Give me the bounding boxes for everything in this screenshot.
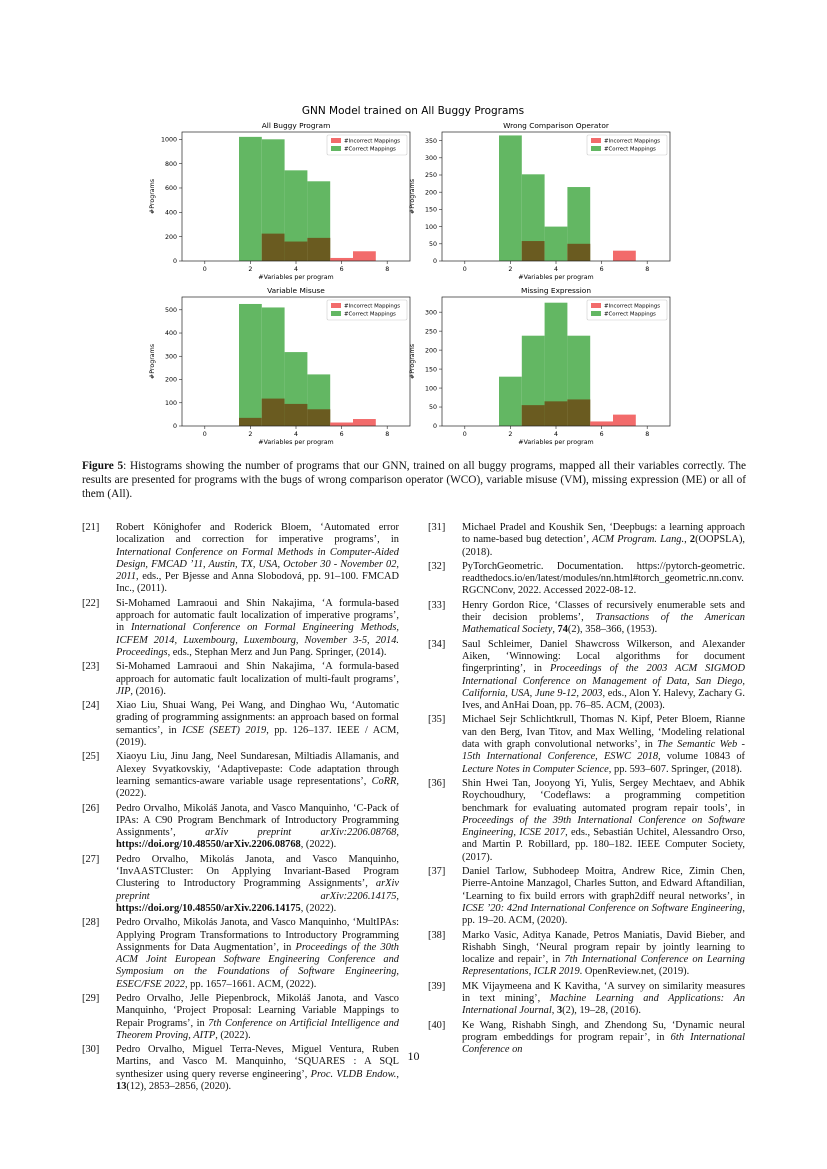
legend-label: #Correct Mappings xyxy=(344,146,396,153)
reference-text: . OpenReview.net, (2019). xyxy=(579,966,690,978)
x-tick-label: 8 xyxy=(645,431,650,438)
y-tick-label: 1000 xyxy=(160,136,177,144)
legend-swatch xyxy=(331,146,341,151)
legend-label: #Correct Mappings xyxy=(604,311,656,318)
reference-text: , eds., Alon Y. Halevy, Zachary G. Ives, and AnHai Doan, pp. 76–85. ACM, (2003). xyxy=(462,687,745,712)
correct-bar xyxy=(239,304,262,426)
reference-entry xyxy=(428,930,745,979)
reference-text: arXiv preprint arXiv:2206.14175 xyxy=(116,878,399,902)
y-tick-label: 300 xyxy=(164,353,177,361)
reference-text: 6th International Conference on xyxy=(462,1031,745,1056)
reference-number: [36] xyxy=(428,777,446,789)
overlap-bar xyxy=(522,405,545,426)
y-axis-label: #Programs xyxy=(409,343,416,380)
y-tick-label: 200 xyxy=(424,189,437,197)
x-tick-label: 8 xyxy=(385,266,390,273)
reference-text: , eds., Sebastián Uchitel, Alessandro Orso, and Martin P. Robillard, pp. 180–182. IEEE Computer Society, (2017). xyxy=(462,827,745,863)
x-tick-label: 4 xyxy=(553,266,559,273)
legend-swatch xyxy=(591,138,601,143)
y-tick-label: 400 xyxy=(164,209,177,217)
x-tick-label: 4 xyxy=(293,266,299,273)
y-tick-label: 200 xyxy=(424,347,437,355)
incorrect-bar xyxy=(613,251,636,261)
y-axis-label: #Programs xyxy=(149,178,156,215)
reference-number: [25] xyxy=(82,751,100,763)
reference-text: https://doi.org/10.48550/arXiv.2206.14175 xyxy=(116,902,301,914)
reference-number: [29] xyxy=(82,992,100,1004)
reference-text: ICSE ’20: 42nd International Conference on Software Engineering xyxy=(462,902,743,914)
incorrect-bar xyxy=(590,421,613,426)
reference-text: 7th Conference on Artificial Intelligence and Theorem Proving, AITP xyxy=(116,1017,399,1041)
overlap-bar xyxy=(567,244,590,261)
legend-swatch xyxy=(331,138,341,143)
reference-text: 74 xyxy=(557,624,568,636)
incorrect-bar xyxy=(353,419,376,426)
reference-entry xyxy=(82,522,399,596)
x-tick-label: 2 xyxy=(508,431,513,438)
reference-number: [26] xyxy=(82,802,100,814)
reference-text: ACM Program. Lang. xyxy=(592,534,685,546)
y-tick-label: 100 xyxy=(424,223,437,231)
reference-entry xyxy=(428,522,745,559)
reference-text: , xyxy=(396,890,399,902)
panel-title: Variable Misuse xyxy=(267,286,325,295)
legend-swatch xyxy=(331,311,341,316)
reference-text: , pp. 19–20. ACM, (2020). xyxy=(462,902,745,927)
reference-text: , pp. 126–137. IEEE / ACM, (2019). xyxy=(116,724,400,749)
reference-entry xyxy=(428,778,745,864)
reference-text: MK Vijaymeena and K Kavitha, ‘A survey on similarity measures in text mining’, xyxy=(462,980,745,1004)
reference-text: 3 xyxy=(556,1005,563,1017)
x-tick-label: 0 xyxy=(202,431,207,438)
x-tick-label: 6 xyxy=(339,266,344,273)
reference-number: [21] xyxy=(82,522,100,533)
legend-swatch xyxy=(591,146,601,151)
histogram-figure xyxy=(0,0,827,450)
reference-text: , volume 10843 of xyxy=(658,751,745,763)
reference-text: JIP xyxy=(116,685,131,697)
reference-text: Pedro Orvalho, Mikoláš Janota, and Vasco Manquinho, ‘C-Pack of IPAs: A C90 Program Benchmark of Introductory Programming Assignments’, xyxy=(116,802,399,839)
reference-text: Proceedings of the 2003 ACM SIGMOD International Conference on Management of Data, San Diego, California, USA, June 9-12, 2003 xyxy=(462,663,745,699)
reference-text: , (2022). xyxy=(300,902,337,914)
legend-label: #Incorrect Mappings xyxy=(604,303,661,310)
legend-swatch xyxy=(591,311,601,316)
x-tick-label: 0 xyxy=(462,431,467,438)
figure-caption-label: Figure 5 xyxy=(82,460,124,472)
reference-text: , xyxy=(396,827,399,839)
y-tick-label: 0 xyxy=(432,258,437,266)
reference-number: [27] xyxy=(82,853,100,865)
reference-text: Lecture Notes in Computer Science xyxy=(462,763,609,775)
reference-number: [30] xyxy=(82,1044,100,1056)
y-tick-label: 150 xyxy=(424,366,437,374)
chart-panel-4 xyxy=(409,286,670,446)
reference-entry xyxy=(82,993,399,1042)
reference-entry xyxy=(82,803,399,852)
correct-bar xyxy=(499,377,522,426)
legend-label: #Correct Mappings xyxy=(604,146,656,153)
x-tick-label: 2 xyxy=(248,431,253,438)
reference-text: Proceedings of the 30th ACM Joint European Software Engineering Conference and Symposium on the Foundations of Software Engineering, ESEC/FSE 2022 xyxy=(116,941,399,990)
reference-text: Pedro Orvalho, Jelle Piepenbrock, Mikoláš Janota, and Vasco Manquinho, ‘Project Proposal: Learning Variable Mappings to Repair Programs’, in xyxy=(116,992,399,1029)
overlap-bar xyxy=(262,234,285,261)
reference-entry xyxy=(82,854,399,915)
reference-text: Michael Pradel and Koushik Sen, ‘Deepbugs: a learning approach to name-based bug detection’, xyxy=(462,522,745,546)
y-tick-label: 0 xyxy=(172,423,177,431)
reference-text: Si-Mohamed Lamraoui and Shin Nakajima, ‘A formula-based approach for automatic fault localization of multi-fault programs’, xyxy=(116,661,399,685)
reference-text: (2), 19–28, (2016). xyxy=(562,1005,641,1017)
incorrect-bar xyxy=(330,258,353,261)
incorrect-bar xyxy=(330,423,353,426)
reference-number: [32] xyxy=(428,560,446,572)
overlap-bar xyxy=(285,404,308,426)
reference-text: PyTorchGeometric. Documentation. https://pytorch-geometric. readthedocs.io/en/latest/modules/nn.html#torch_geometric.nn.conv. RGCNConv, 2022. Accessed 2022-08-12. xyxy=(462,560,745,597)
reference-text: Proc. VLDB Endow. xyxy=(310,1068,397,1080)
reference-text: International Conference on Formal Engineering Methods, ICFEM 2014, Luxembourg, Luxembourg, November 3-5, 2014. Proceedings xyxy=(116,622,400,658)
x-tick-label: 6 xyxy=(599,431,604,438)
y-tick-label: 100 xyxy=(424,385,437,393)
reference-entry xyxy=(82,917,399,991)
legend-label: #Incorrect Mappings xyxy=(604,138,661,145)
chart-panel-3 xyxy=(149,286,410,446)
reference-text: Michael Sejr Schlichtkrull, Thomas N. Kipf, Peter Bloem, Rianne van den Berg, Ivan Titov, and Max Welling, ‘Modeling relational data with graph convolutional networks’, in xyxy=(462,714,745,751)
reference-entry xyxy=(428,600,745,637)
correct-bar xyxy=(499,135,522,261)
reference-entry xyxy=(82,700,399,749)
y-axis-label: #Programs xyxy=(409,178,416,215)
overlap-bar xyxy=(239,418,262,426)
reference-number: [31] xyxy=(428,522,446,533)
legend-label: #Correct Mappings xyxy=(344,311,396,318)
reference-text: , (2022). xyxy=(300,839,337,851)
reference-text: , pp. 593–607. Springer, (2018). xyxy=(608,763,743,775)
reference-number: [38] xyxy=(428,929,446,941)
reference-text: Proceedings of the 39th International Conference on Software Engineering, ICSE 2017 xyxy=(462,814,745,839)
reference-text: The Semantic Web - 15th International Conference, ESWC 2018 xyxy=(462,739,745,763)
reference-text: ICSE (SEET) 2019 xyxy=(182,724,267,736)
x-tick-label: 4 xyxy=(293,431,299,438)
figure-caption-text: : Histograms showing the number of programs that our GNN, trained on all buggy programs, mapped all their variables correctly. The results are presented for programs with the bugs of wrong comparison operator (WCO), variable misuse (VM), missing expression (ME) or all of them (All). xyxy=(82,460,746,500)
x-tick-label: 2 xyxy=(508,266,513,273)
y-tick-label: 50 xyxy=(428,404,437,412)
y-tick-label: 600 xyxy=(164,185,177,193)
x-axis-label: #Variables per program xyxy=(258,274,334,281)
reference-text: https://doi.org/10.48550/arXiv.2206.08768 xyxy=(116,839,301,851)
legend-label: #Incorrect Mappings xyxy=(344,138,401,145)
reference-text: , eds., Per Bjesse and Anna Slobodová, pp. 91–100. FMCAD Inc., (2011). xyxy=(116,571,399,595)
reference-number: [37] xyxy=(428,866,446,878)
y-tick-label: 150 xyxy=(424,206,437,214)
x-tick-label: 8 xyxy=(645,266,650,273)
reference-text: Pedro Orvalho, Miguel Terra-Neves, Miguel Ventura, Ruben Martins, and Vasco M. Manquinho, ‘SQUARES : A SQL synthesizer using query reverse engineering’, xyxy=(116,1044,399,1080)
x-tick-label: 6 xyxy=(599,266,604,273)
x-tick-label: 0 xyxy=(462,266,467,273)
x-axis-label: #Variables per program xyxy=(518,274,594,281)
references-right-column xyxy=(428,522,745,1058)
page-number: 10 xyxy=(407,1049,420,1063)
reference-number: [23] xyxy=(82,661,100,673)
reference-text: Pedro Orvalho, Mikolás Janota, and Vasco Manquinho, ‘InvAASTCluster: On Applying Invariant-Based Program Clustering to Introductory Programming Assignments’, xyxy=(116,853,399,890)
reference-number: [28] xyxy=(82,917,100,929)
chart-panel-2 xyxy=(409,121,670,281)
incorrect-bar xyxy=(353,251,376,261)
reference-number: [22] xyxy=(82,597,100,609)
reference-text: Marko Vasic, Aditya Kanade, Petros Maniatis, David Bieber, and Rishabh Singh, ‘Neural program repair by jointly learning to localize and repair’, in xyxy=(462,929,745,966)
reference-text: CoRR xyxy=(371,775,397,787)
y-axis-label: #Programs xyxy=(149,343,156,380)
reference-text: , eds., Stephan Merz and Jun Pang. Springer, (2014). xyxy=(167,646,387,658)
reference-text: Daniel Tarlow, Subhodeep Moitra, Andrew Rice, Zimin Chen, Pierre-Antoine Manzagol, Charles Sutton, and Edward Aftandilian, ‘Learning to fix build errors with graph2diff neural networks’, in xyxy=(462,866,745,902)
x-tick-label: 2 xyxy=(248,266,253,273)
reference-text: , (2022). xyxy=(215,1029,251,1041)
reference-text: , (2016). xyxy=(130,685,166,697)
reference-text: (12), 2853–2856, (2020). xyxy=(126,1081,232,1093)
reference-entry xyxy=(428,981,745,1018)
overlap-bar xyxy=(567,399,590,426)
reference-number: [24] xyxy=(82,700,100,712)
reference-entry xyxy=(82,751,399,800)
y-tick-label: 800 xyxy=(164,160,177,168)
reference-text: Henry Gordon Rice, ‘Classes of recursively enumerable sets and their decision problems’, xyxy=(462,599,745,624)
reference-text: Pedro Orvalho, Mikolás Janota, and Vasco Manquinho, ‘MultIPAs: Applying Program Transformations to Introductory Programming Assignments for Data Augmentation’, in xyxy=(116,917,399,953)
y-tick-label: 400 xyxy=(164,330,177,338)
y-tick-label: 0 xyxy=(432,423,437,431)
reference-number: [34] xyxy=(428,638,446,650)
overlap-bar xyxy=(545,401,568,426)
legend-label: #Incorrect Mappings xyxy=(344,303,401,310)
reference-text: Machine Learning and Applications: An International Journal xyxy=(462,992,745,1017)
incorrect-bar xyxy=(613,415,636,426)
overlap-bar xyxy=(307,409,330,426)
legend-swatch xyxy=(591,303,601,308)
legend-swatch xyxy=(331,303,341,308)
reference-text: , (2022). xyxy=(116,775,399,800)
references-left-column xyxy=(82,522,399,1095)
panel-title: All Buggy Program xyxy=(261,121,331,130)
correct-bar xyxy=(239,137,262,261)
reference-text: 2 xyxy=(689,534,696,546)
reference-text: 13 xyxy=(116,1081,127,1093)
panel-title: Wrong Comparison Operator xyxy=(503,121,609,130)
y-tick-label: 250 xyxy=(424,172,437,180)
reference-text: , xyxy=(396,1068,399,1080)
reference-text: , xyxy=(552,624,558,636)
x-axis-label: #Variables per program xyxy=(518,439,594,446)
reference-text: Robert Könighofer and Roderick Bloem, ‘Automated error localization and correction for imperative programs’, in xyxy=(116,522,399,546)
reference-entry xyxy=(428,639,745,713)
overlap-bar xyxy=(262,399,285,426)
reference-number: [39] xyxy=(428,980,446,992)
reference-entry xyxy=(428,866,745,927)
reference-text: Saul Schleimer, Daniel Shawcross Wilkerson, and Alexander Aiken, ‘Winnowing: Local algorithms for document fingerprinting’, in xyxy=(462,638,745,675)
reference-text: Si-Mohamed Lamraoui and Shin Nakajima, ‘A formula-based approach for automatic fault localization of imperative programs’, in xyxy=(116,597,399,634)
panel-title: Missing Expression xyxy=(520,286,592,295)
reference-text: , pp. 1657–1661. ACM, (2022). xyxy=(184,978,317,990)
reference-text: International Conference on Formal Methods in Computer-Aided Design, FMCAD ’11, Austin, TX, USA, October 30 - November 02, 2011 xyxy=(116,546,399,583)
reference-text: Shin Hwei Tan, Jooyong Yi, Yulis, Sergey Mechtaev, and Abhik Roychoudhury, ‘Codeflaws: a programming competition benchmark for evaluating automated program repair tools’, in xyxy=(462,777,745,814)
reference-text: 7th International Conference on Learning Representations, ICLR 2019 xyxy=(462,954,745,978)
overlap-bar xyxy=(522,241,545,261)
reference-entry xyxy=(82,598,399,659)
reference-text: Ke Wang, Rishabh Singh, and Zhendong Su, ‘Dynamic neural program embeddings for program repair’, in xyxy=(462,1019,745,1043)
reference-entry xyxy=(428,714,745,775)
reference-number: [33] xyxy=(428,599,446,611)
overlap-bar xyxy=(307,238,330,261)
figure-caption xyxy=(82,459,746,501)
x-tick-label: 6 xyxy=(339,431,344,438)
y-tick-label: 100 xyxy=(164,399,177,407)
y-tick-label: 500 xyxy=(164,306,177,314)
reference-entry xyxy=(82,661,399,698)
figure-suptitle: GNN Model trained on All Buggy Programs xyxy=(301,105,525,117)
reference-number: [40] xyxy=(428,1019,446,1031)
y-tick-label: 0 xyxy=(172,258,177,266)
y-tick-label: 250 xyxy=(424,328,437,336)
reference-text: Transactions of the American Mathematical Society xyxy=(462,612,745,636)
y-tick-label: 50 xyxy=(428,241,437,248)
y-tick-label: 300 xyxy=(424,309,437,317)
reference-text: Xiaoyu Liu, Jinu Jang, Neel Sundaresan, Miltiadis Allamanis, and Alexey Svyatkovskiy, ‘Adaptivepaste: Code adaptation through learning semantics-aware variable usage representations’, xyxy=(116,751,399,787)
reference-text: , xyxy=(551,1005,557,1017)
overlap-bar xyxy=(285,242,308,261)
y-tick-label: 200 xyxy=(164,233,177,241)
x-axis-label: #Variables per program xyxy=(258,439,334,446)
reference-text: arXiv preprint arXiv:2206.08768 xyxy=(205,827,397,839)
chart-panel-1 xyxy=(149,121,410,281)
x-tick-label: 0 xyxy=(202,266,207,273)
x-tick-label: 8 xyxy=(385,431,390,438)
reference-text: , xyxy=(684,534,690,546)
y-tick-label: 300 xyxy=(424,155,437,162)
correct-bar xyxy=(545,227,568,261)
x-tick-label: 4 xyxy=(553,431,559,438)
y-tick-label: 200 xyxy=(164,376,177,384)
reference-text: Xiao Liu, Shuai Wang, Pei Wang, and Dinghao Wu, ‘Automatic grading of programming assignments: an approach based on formal semantics’, in xyxy=(116,700,399,736)
reference-text: (OOPSLA), (2018). xyxy=(462,534,746,558)
reference-text: (2), 358–366, (1953). xyxy=(567,624,658,636)
reference-entry xyxy=(428,561,745,598)
reference-number: [35] xyxy=(428,714,446,726)
y-tick-label: 350 xyxy=(424,137,437,145)
